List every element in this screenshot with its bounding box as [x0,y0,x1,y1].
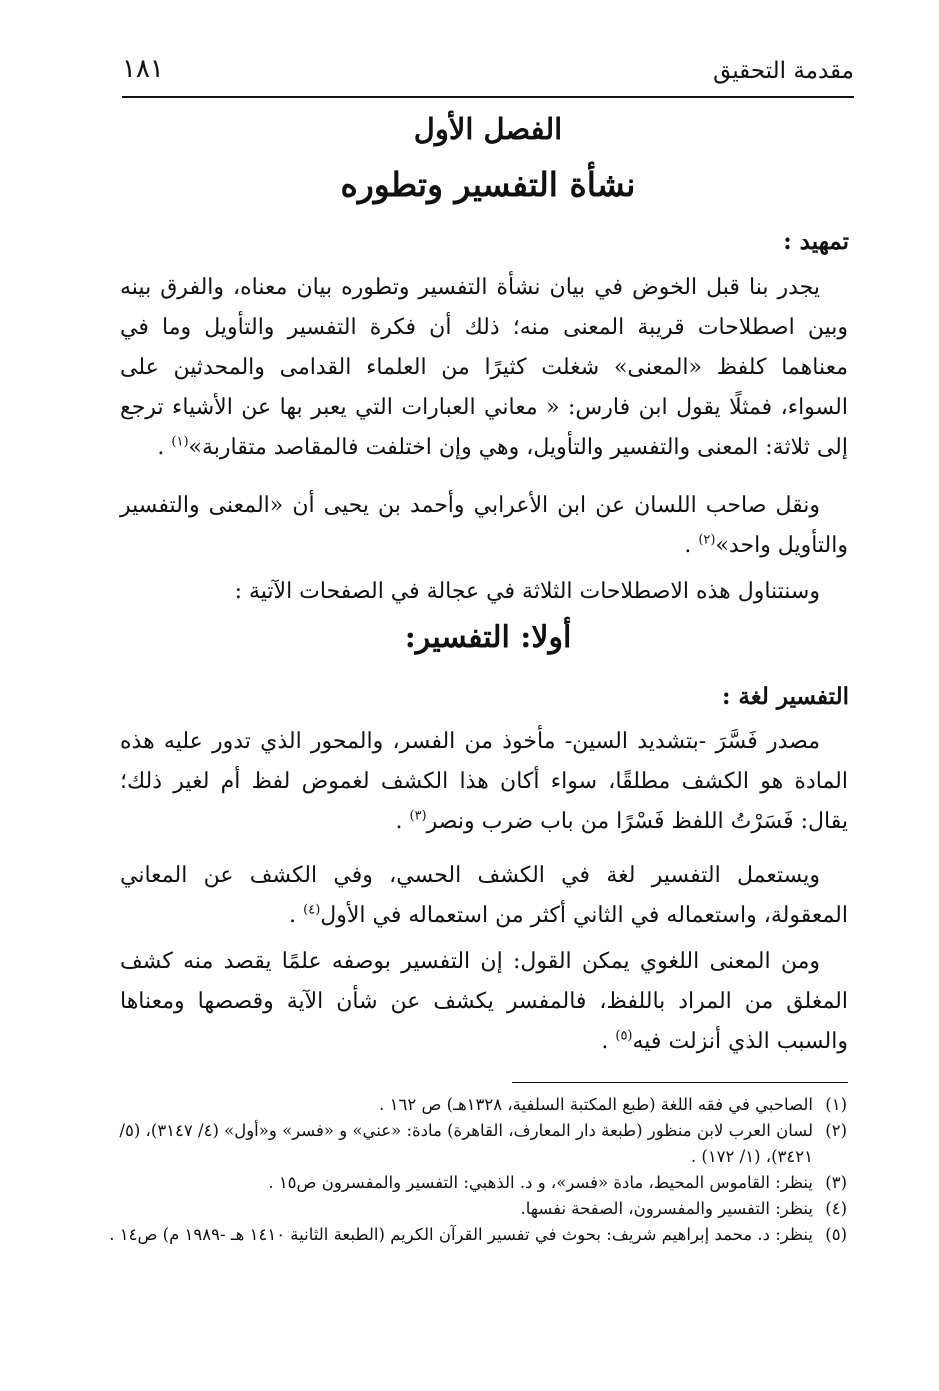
paragraph-end: . [157,435,172,460]
running-title: مقدمة التحقيق [713,58,854,84]
paragraph-text: وسنتناول هذه الاصطلاحات الثلاثة في عجالة في الصفحات الآتية : [234,579,820,604]
footnote [102,1196,847,1222]
footnote-text: لسان العرب لابن منظور (طبعة دار المعارف، القاهرة) مادة: «عني» و «فسر» و«أول» (٤/ ٣١٤٧)، (٥/ ٣٤٢١)، (١/ ١٧٢) . [119,1121,813,1166]
paragraph-text: ومن المعنى اللغوي يمكن القول: إن التفسير بوصفه علمًا يقصد منه كشف المغلق من المراد باللفظ، فالمفسر يكشف عن شأن الآية وقصصها ومعناها والسبب الذي أنزلت فيه [120,949,848,1054]
page-header [122,48,854,98]
section-heading: أولا: التفسير: [404,620,572,655]
paragraph-end: . [601,1029,616,1054]
paragraph-4 [120,722,848,842]
paragraph-text: مصدر فَسَّرَ -بتشديد السين- مأخوذ من الفسر، والمحور الذي تدور عليه هذه المادة هو الكشف مطلقًا، سواء أكان هذا الكشف لغموض لفظ أم لغير ذلك؛ يقال: فَسَرْتُ اللفظ فَسْرًا من باب ضرب ونصر [120,729,848,834]
footnote-number: (١) [825,1095,847,1114]
footnote-number: (٢) [825,1121,847,1140]
footnote-text: ينظر: د. محمد إبراهيم شريف: بحوث في تفسير القرآن الكريم (الطبعة الثانية ١٤١٠ هـ -١٩٨٩ م) ص١٤ . [109,1225,813,1244]
footnote-ref: (٢) [698,532,716,548]
footnote-ref: (١) [171,434,189,450]
paragraph-end: . [289,903,304,928]
paragraph-text: ويستعمل التفسير لغة في الكشف الحسي، وفي الكشف عن المعاني المعقولة، واستعماله في الثاني أكثر من استعماله في الأول [120,863,848,928]
page-number: ١٨١ [122,54,164,84]
footnote-ref: (٣) [409,808,427,824]
footnote-separator [512,1082,848,1083]
footnote-text: الصاحبي في فقه اللغة (طبع المكتبة السلفية، ١٣٢٨هـ) ص ١٦٢ . [379,1095,813,1114]
chapter-title: نشأة التفسير وتطوره [340,165,636,204]
footnote [102,1118,847,1170]
chapter-heading: الفصل الأول [413,112,563,146]
footnote [102,1170,847,1196]
footnote-number: (٥) [825,1225,847,1244]
paragraph-3 [120,572,848,612]
paragraph-text: يجدر بنا قبل الخوض في بيان نشأة التفسير وتطوره بيان معناه، والفرق بينه وبين اصطلاحات قريبة المعنى منه؛ ذلك أن فكرة التفسير والتأويل وما في معناهما كلفظ «المعنى» شغلت كثيرًا من العلماء القدامى والمحدثين على السواء، فمثلًا يقول ابن فارس: « معاني العبارات التي يعبر بها عن الأشياء ترجع إلى ثلاثة: المعنى والتفسير والتأويل، وهي وإن اختلفت فالمقاصد متقاربة» [120,275,848,460]
paragraph-6 [120,942,848,1062]
paragraph-end: . [395,809,410,834]
footnote [102,1092,847,1118]
paragraph-1 [120,268,848,468]
intro-label: تمهيد : [783,228,849,255]
footnote [102,1222,847,1248]
footnote-text: ينظر: القاموس المحيط، مادة «فسر»، و د. الذهبي: التفسير والمفسرون ص١٥ . [268,1173,813,1192]
footnote-ref: (٥) [615,1028,633,1044]
paragraph-text: ونقل صاحب اللسان عن ابن الأعرابي وأحمد بن يحيى أن «المعنى والتفسير والتأويل واحد» [120,493,848,558]
footnote-ref: (٤) [303,902,321,918]
section-label: التفسير لغة : [721,683,849,710]
footnote-text: ينظر: التفسير والمفسرون، الصفحة نفسها. [520,1199,813,1218]
paragraph-end: . [684,533,699,558]
footnotes [102,1092,847,1248]
footnote-number: (٤) [825,1199,847,1218]
paragraph-2 [120,486,848,566]
paragraph-5 [120,856,848,936]
footnote-number: (٣) [825,1173,847,1192]
